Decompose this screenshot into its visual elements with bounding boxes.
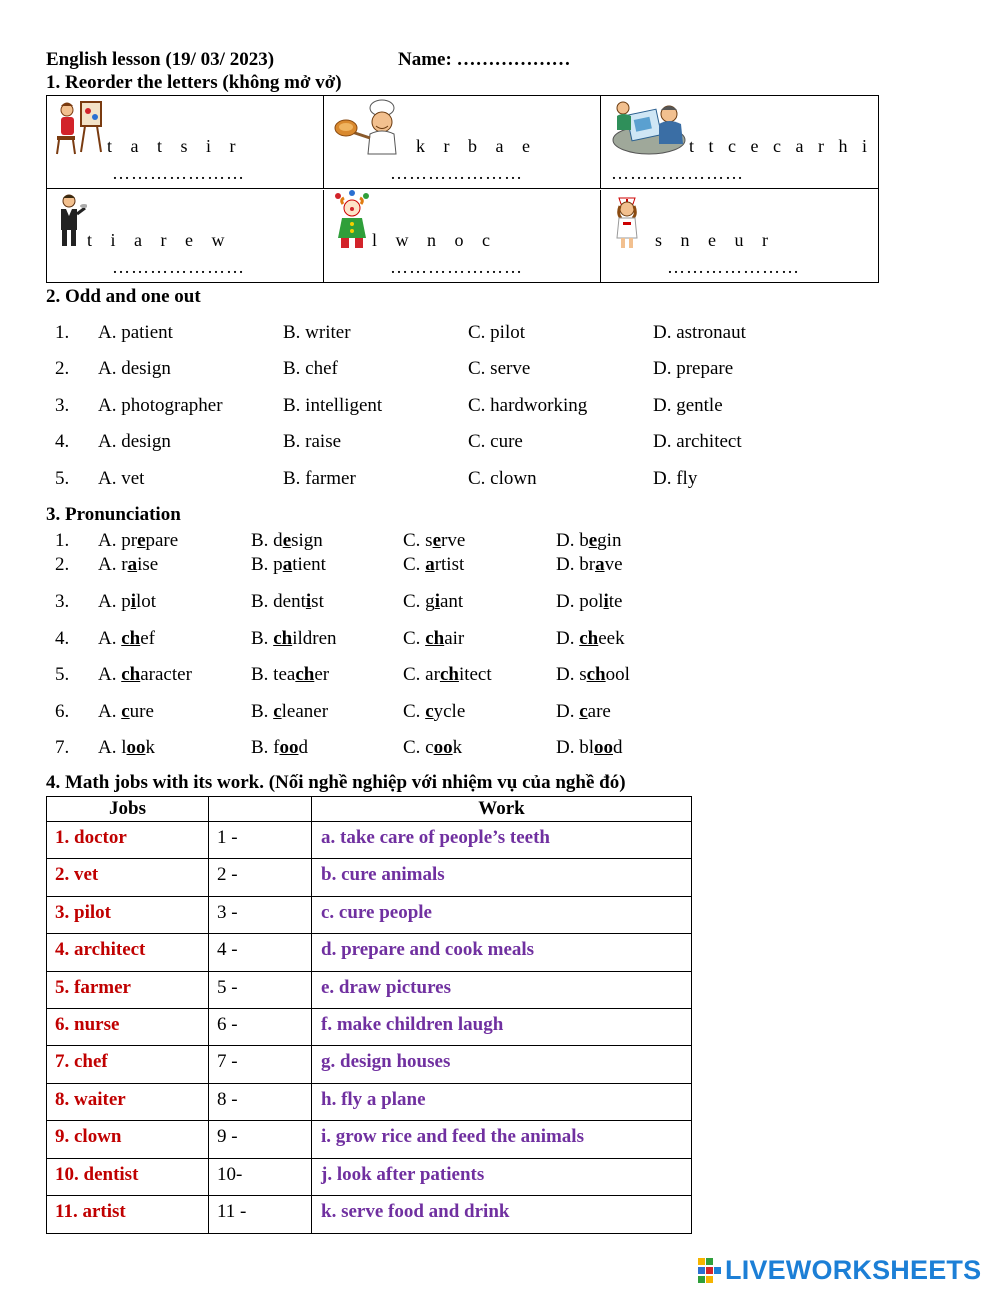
item-number: 1. <box>55 322 70 343</box>
option-b[interactable]: B. intelligent <box>283 395 383 416</box>
option-b[interactable] <box>251 591 324 613</box>
word-part: te <box>608 591 623 612</box>
work-cell: c. cure people <box>321 901 432 923</box>
option-a[interactable] <box>98 628 155 650</box>
word-part: rtist <box>434 554 465 575</box>
word-part: ise <box>137 554 159 575</box>
waiter-icon <box>55 192 87 250</box>
word-part: ool <box>605 664 630 685</box>
job-cell: 5. farmer <box>47 972 209 1008</box>
underlined-sound: c <box>579 701 588 722</box>
section3-title: 3. Pronunciation <box>46 504 181 525</box>
option-a[interactable] <box>98 664 192 686</box>
option-a[interactable] <box>98 701 154 723</box>
work-cell: g. design houses <box>321 1051 451 1073</box>
answer-cell[interactable]: 7 - <box>209 1046 312 1082</box>
option-d[interactable]: D. gentle <box>653 395 723 416</box>
word-part: B. d <box>251 530 283 551</box>
underlined-sound: ch <box>586 664 606 685</box>
option-a[interactable] <box>98 591 156 613</box>
word-part: k <box>452 737 463 758</box>
work-cell: e. draw pictures <box>321 976 451 998</box>
option-b[interactable] <box>251 554 326 576</box>
option-b[interactable]: B. farmer <box>283 468 356 489</box>
underlined-sound: i <box>603 591 609 612</box>
underlined-sound: oo <box>433 737 453 758</box>
reorder-cell-waiter <box>47 190 324 283</box>
option-c[interactable]: C. hardworking <box>468 395 588 416</box>
option-d[interactable] <box>556 664 630 686</box>
option-d[interactable]: D. astronaut <box>653 322 746 343</box>
table-header <box>47 797 691 822</box>
architect-icon <box>611 98 691 156</box>
job-cell: 11. artist <box>47 1196 209 1233</box>
option-c[interactable] <box>403 530 465 552</box>
job-cell: 4. architect <box>47 934 209 970</box>
item-number: 7. <box>55 737 70 758</box>
word-part: A. r <box>98 554 128 575</box>
word-part: B. dent <box>251 591 306 612</box>
word-part: er <box>314 664 330 685</box>
word-part: A. <box>98 628 122 649</box>
option-c[interactable] <box>403 664 492 686</box>
answer-blank[interactable]: ………………… <box>611 163 744 183</box>
word-part: sign <box>291 530 323 551</box>
job-cell: 3. pilot <box>47 897 209 933</box>
section2-title: 2. Odd and one out <box>46 286 201 307</box>
underlined-sound: ch <box>579 628 599 649</box>
word-part: ildren <box>292 628 337 649</box>
scramble-letters: k r b a e <box>416 136 537 156</box>
table-row <box>47 822 691 859</box>
work-cell: i. grow rice and feed the animals <box>321 1126 584 1148</box>
word-part: B. <box>251 701 274 722</box>
word-part: ve <box>604 554 623 575</box>
work-cell: a. take care of people’s teeth <box>321 827 550 848</box>
job-cell: 7. chef <box>47 1046 209 1082</box>
word-part: D. s <box>556 664 587 685</box>
item-number: 6. <box>55 701 70 722</box>
item-number: 5. <box>55 664 70 685</box>
word-part: C. <box>403 701 426 722</box>
answer-cell[interactable]: 4 - <box>209 934 312 970</box>
word-part: A. l <box>98 737 127 758</box>
work-cell: h. fly a plane <box>321 1088 426 1110</box>
option-a[interactable]: A. photographer <box>98 395 223 416</box>
answer-blank[interactable]: ………………… <box>390 163 523 183</box>
artist-icon <box>55 98 105 156</box>
word-part: B. tea <box>251 664 296 685</box>
item-number: 5. <box>55 468 70 489</box>
underlined-sound: i <box>305 591 312 612</box>
underlined-sound: ch <box>121 628 141 649</box>
nurse-icon <box>611 192 643 250</box>
word-part: D. b <box>556 530 589 551</box>
option-c[interactable] <box>403 628 464 650</box>
underlined-sound: c <box>425 701 434 722</box>
job-cell: 8. waiter <box>47 1084 209 1120</box>
word-part: C. <box>403 628 426 649</box>
table-row <box>47 1084 691 1121</box>
table-row <box>47 1009 691 1046</box>
work-cell: j. look after patients <box>321 1163 485 1185</box>
name-field[interactable]: Name: ……………… <box>398 49 571 70</box>
logo-text: LIVEWORKSHEETS <box>725 1255 982 1285</box>
option-d[interactable]: D. fly <box>653 468 698 489</box>
work-cell: k. serve food and drink <box>321 1200 510 1222</box>
table-row <box>47 934 691 971</box>
reorder-cell-architect <box>601 96 878 189</box>
option-b[interactable]: B. writer <box>283 322 351 343</box>
option-d[interactable]: D. architect <box>653 431 742 452</box>
underlined-sound: oo <box>279 737 299 758</box>
word-part: st <box>311 591 324 612</box>
scramble-letters: t t c e c a r h i <box>689 136 872 156</box>
option-c[interactable] <box>403 701 465 723</box>
clown-icon <box>332 190 372 250</box>
match-table <box>46 796 692 1234</box>
scramble-letters: s n e u r <box>655 230 775 250</box>
option-c[interactable]: C. pilot <box>468 322 526 343</box>
item-number: 3. <box>55 591 70 612</box>
job-cell: 9. clown <box>47 1121 209 1157</box>
option-c[interactable] <box>403 591 463 613</box>
word-part: aracter <box>140 664 192 685</box>
table-row <box>47 1121 691 1158</box>
word-part: A. pr <box>98 530 138 551</box>
option-a[interactable] <box>98 530 178 552</box>
option-c[interactable]: C. serve <box>468 358 531 379</box>
word-part: ef <box>140 628 155 649</box>
option-d[interactable] <box>556 591 623 613</box>
word-part: itect <box>458 664 492 685</box>
job-cell: 1. doctor <box>47 822 209 858</box>
word-part: A. <box>98 664 122 685</box>
underlined-sound: e <box>432 530 442 551</box>
option-a[interactable]: A. design <box>98 358 171 379</box>
word-part: C. ar <box>403 664 440 685</box>
word-part: ure <box>129 701 154 722</box>
word-part: lot <box>136 591 157 612</box>
word-part: ycle <box>433 701 466 722</box>
underlined-sound: i <box>434 591 440 612</box>
word-part: B. <box>251 628 274 649</box>
option-b[interactable] <box>251 737 308 759</box>
answer-cell[interactable]: 9 - <box>209 1121 312 1157</box>
reorder-cell-artist <box>47 96 324 189</box>
reorder-cell-nurse <box>601 190 878 283</box>
table-row <box>47 897 691 934</box>
word-part: D. <box>556 701 580 722</box>
work-cell: f. make children laugh <box>321 1013 504 1035</box>
underlined-sound: a <box>282 554 293 575</box>
word-part: rve <box>441 530 466 551</box>
header-jobs: Jobs <box>47 797 209 821</box>
item-number: 4. <box>55 431 70 452</box>
option-d[interactable]: D. prepare <box>653 358 734 379</box>
word-part: D. <box>556 628 580 649</box>
answer-cell[interactable]: 8 - <box>209 1084 312 1120</box>
underlined-sound: c <box>273 701 282 722</box>
job-cell: 10. dentist <box>47 1159 209 1195</box>
work-cell: b. cure animals <box>321 864 445 886</box>
underlined-sound: e <box>588 530 598 551</box>
lesson-title: English lesson (19/ 03/ 2023) <box>46 49 275 70</box>
option-d[interactable] <box>556 554 623 576</box>
word-part: C. c <box>403 737 434 758</box>
answer-blank[interactable]: ………………… <box>667 257 800 277</box>
work-cell: d. prepare and cook meals <box>321 939 535 961</box>
option-c[interactable] <box>403 554 464 576</box>
word-part: air <box>444 628 465 649</box>
underlined-sound: ch <box>439 664 459 685</box>
word-part: D. br <box>556 554 596 575</box>
underlined-sound: ch <box>121 664 141 685</box>
underlined-sound: oo <box>126 737 146 758</box>
reorder-cell-baker <box>324 96 601 189</box>
underlined-sound: ch <box>425 628 445 649</box>
item-number: 2. <box>55 554 70 575</box>
word-part: d <box>298 737 308 758</box>
word-part: A. <box>98 701 122 722</box>
word-part: gin <box>597 530 622 551</box>
underlined-sound: ch <box>273 628 293 649</box>
table-body <box>47 822 691 1233</box>
option-b[interactable]: B. raise <box>283 431 342 452</box>
answer-cell[interactable]: 3 - <box>209 897 312 933</box>
job-cell: 2. vet <box>47 859 209 895</box>
word-part: pare <box>145 530 179 551</box>
underlined-sound: a <box>595 554 605 575</box>
option-b[interactable]: B. chef <box>283 358 338 379</box>
word-part: d <box>613 737 623 758</box>
option-a[interactable]: A. vet <box>98 468 145 489</box>
table-row <box>47 1046 691 1083</box>
word-part: ant <box>439 591 464 612</box>
underlined-sound: a <box>425 554 435 575</box>
word-part: leaner <box>281 701 329 722</box>
word-part: D. bl <box>556 737 594 758</box>
word-part: B. f <box>251 737 280 758</box>
option-c[interactable]: C. cure <box>468 431 523 452</box>
word-part: C. s <box>403 530 433 551</box>
underlined-sound: e <box>282 530 292 551</box>
section4-title: 4. Math jobs with its work. (Nối nghề nghiệp với nhiệm vụ của nghề đó) <box>46 772 626 793</box>
table-row <box>47 859 691 896</box>
header-work: Work <box>478 798 525 819</box>
word-part: are <box>587 701 611 722</box>
option-d[interactable] <box>556 628 625 650</box>
answer-blank[interactable]: ………………… <box>112 257 245 277</box>
answer-cell[interactable]: 1 - <box>209 822 312 858</box>
underlined-sound: e <box>137 530 146 551</box>
word-part: A. p <box>98 591 131 612</box>
job-cell: 6. nurse <box>47 1009 209 1045</box>
underlined-sound: i <box>130 591 137 612</box>
word-part: D. pol <box>556 591 604 612</box>
underlined-sound: ch <box>295 664 315 685</box>
underlined-sound: c <box>121 701 130 722</box>
item-number: 3. <box>55 395 70 416</box>
option-b[interactable] <box>251 628 337 650</box>
option-d[interactable] <box>556 701 611 723</box>
answer-cell[interactable]: 2 - <box>209 859 312 895</box>
option-b[interactable] <box>251 664 329 686</box>
word-part: B. p <box>251 554 283 575</box>
item-number: 1. <box>55 530 70 551</box>
answer-blank[interactable]: ………………… <box>112 163 245 183</box>
option-a[interactable] <box>98 737 155 759</box>
answer-cell[interactable]: 5 - <box>209 972 312 1008</box>
answer-cell[interactable]: 6 - <box>209 1009 312 1045</box>
baker-icon <box>334 98 409 156</box>
scramble-letters: l w n o c <box>372 230 497 250</box>
word-part: eek <box>598 628 625 649</box>
reorder-cell-clown <box>324 190 601 283</box>
option-b[interactable] <box>251 530 323 552</box>
table-row <box>47 1159 691 1196</box>
option-d[interactable] <box>556 737 623 759</box>
table-row <box>47 1196 691 1233</box>
scramble-letters: t i a r e w <box>87 230 232 250</box>
underlined-sound: oo <box>594 737 613 758</box>
option-a[interactable]: A. design <box>98 431 171 452</box>
word-part: tient <box>292 554 326 575</box>
word-part: k <box>145 737 155 758</box>
item-number: 4. <box>55 628 70 649</box>
answer-blank[interactable]: ………………… <box>390 257 523 277</box>
option-c[interactable]: C. clown <box>468 468 537 489</box>
table-row <box>47 972 691 1009</box>
item-number: 2. <box>55 358 70 379</box>
logo-icon <box>698 1258 722 1284</box>
option-d[interactable] <box>556 530 621 552</box>
underlined-sound: a <box>127 554 138 575</box>
answer-cell[interactable]: 11 - <box>209 1196 312 1233</box>
word-part: C. <box>403 554 426 575</box>
scramble-letters: t a t s i r <box>107 136 243 156</box>
option-b[interactable] <box>251 701 328 723</box>
header-blank <box>209 797 312 821</box>
reorder-grid <box>46 95 879 283</box>
answer-cell[interactable]: 10- <box>209 1159 312 1195</box>
option-c[interactable] <box>403 737 462 759</box>
section1-title: 1. Reorder the letters (không mở vở) <box>46 72 342 93</box>
option-a[interactable] <box>98 554 158 576</box>
word-part: C. g <box>403 591 435 612</box>
option-a[interactable]: A. patient <box>98 322 173 343</box>
